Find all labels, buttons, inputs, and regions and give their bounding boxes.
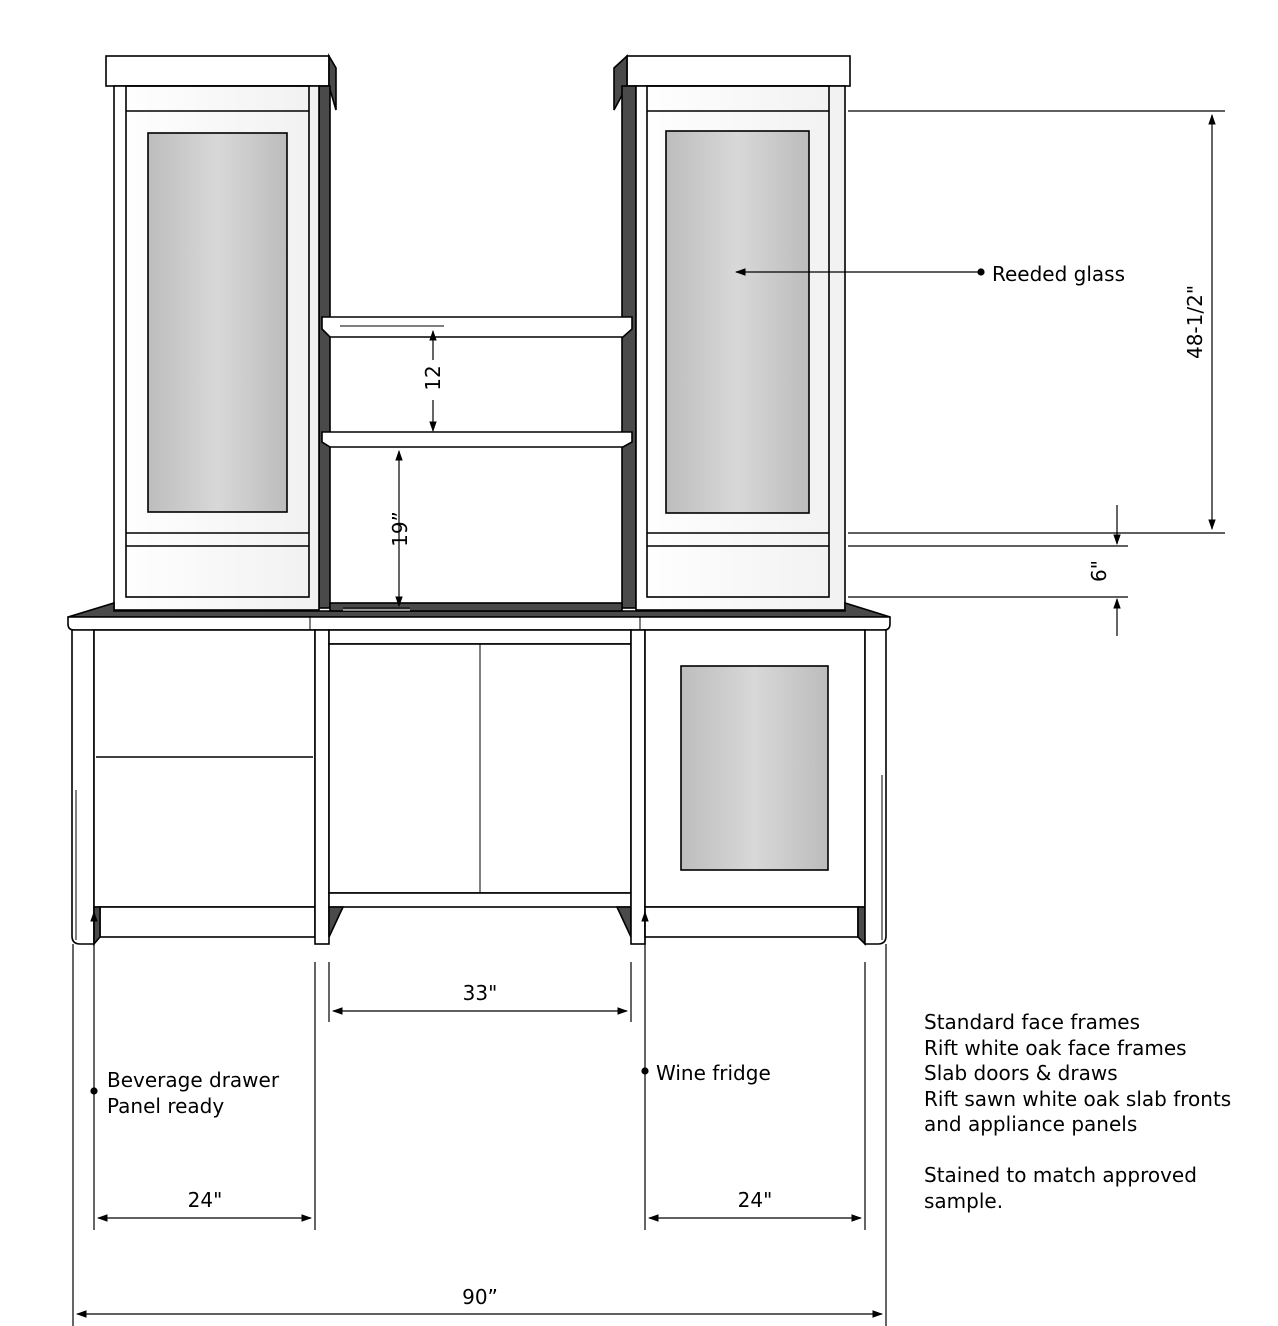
- right-crown-molding: [627, 56, 850, 86]
- dim-gap-height-label: 6": [1087, 560, 1111, 582]
- spec-note-line: Stained to match approved: [924, 1162, 1197, 1187]
- right-upper-cabinet: [614, 56, 850, 610]
- left-reeded-glass: [148, 133, 287, 512]
- dim-right-width-label: 24": [737, 1188, 773, 1212]
- left-crown-molding: [106, 56, 329, 86]
- beverage-drawer-dot: [91, 1088, 97, 1094]
- right-divider-stile: [631, 630, 645, 944]
- countertop-edge: [68, 617, 890, 630]
- open-shelves: [322, 317, 632, 447]
- left-divider-stile: [315, 630, 329, 944]
- wine-fridge-label: Wine fridge: [656, 1061, 771, 1085]
- dim-overall-width-label: 90”: [462, 1285, 498, 1309]
- dim-shelf-height-label: 19”: [388, 511, 412, 547]
- dim-shelf-spacing-label: 12: [421, 365, 445, 391]
- wine-fridge-glass: [681, 666, 828, 870]
- spec-notes: [924, 1010, 1274, 1214]
- left-upper-side-shadow: [319, 86, 330, 608]
- spec-note-line: Standard face frames: [924, 1010, 1141, 1034]
- panel-ready-label: Panel ready: [107, 1094, 225, 1118]
- beverage-drawer-panel: [94, 630, 315, 907]
- dim-center-width-label: 33": [462, 981, 498, 1005]
- spec-note-line: Slab doors & draws: [924, 1061, 1118, 1086]
- dim-upper-height-label: 48-1/2": [1183, 284, 1207, 360]
- right-end-panel: [865, 630, 886, 944]
- spec-note-line: sample.: [924, 1188, 1004, 1213]
- spec-note-spacer: [924, 1138, 1274, 1163]
- wine-fridge-dot: [642, 1068, 648, 1074]
- right-toe-kick: [645, 907, 858, 937]
- spec-note-line: Rift white oak face frames: [924, 1035, 1187, 1060]
- left-toe-kick: [100, 907, 315, 937]
- spec-note-line: and appliance panels: [924, 1112, 1138, 1137]
- center-top-rail: [329, 630, 631, 644]
- right-upper-side-shadow: [622, 86, 636, 608]
- base-cabinets: [72, 630, 886, 944]
- left-upper-cabinet: [106, 56, 336, 610]
- lower-shelf: [322, 432, 632, 447]
- reeded-glass-leader-dot: [978, 269, 984, 275]
- left-end-panel: [72, 630, 94, 944]
- right-reeded-glass: [666, 131, 809, 513]
- reeded-glass-label: Reeded glass: [992, 262, 1126, 286]
- upper-shelf: [322, 317, 632, 337]
- center-bottom-rail: [329, 893, 631, 907]
- spec-note-line: Rift sawn white oak slab fronts: [924, 1086, 1232, 1111]
- beverage-drawer-label: Beverage drawer: [107, 1068, 280, 1092]
- dim-left-width-label: 24": [187, 1188, 223, 1212]
